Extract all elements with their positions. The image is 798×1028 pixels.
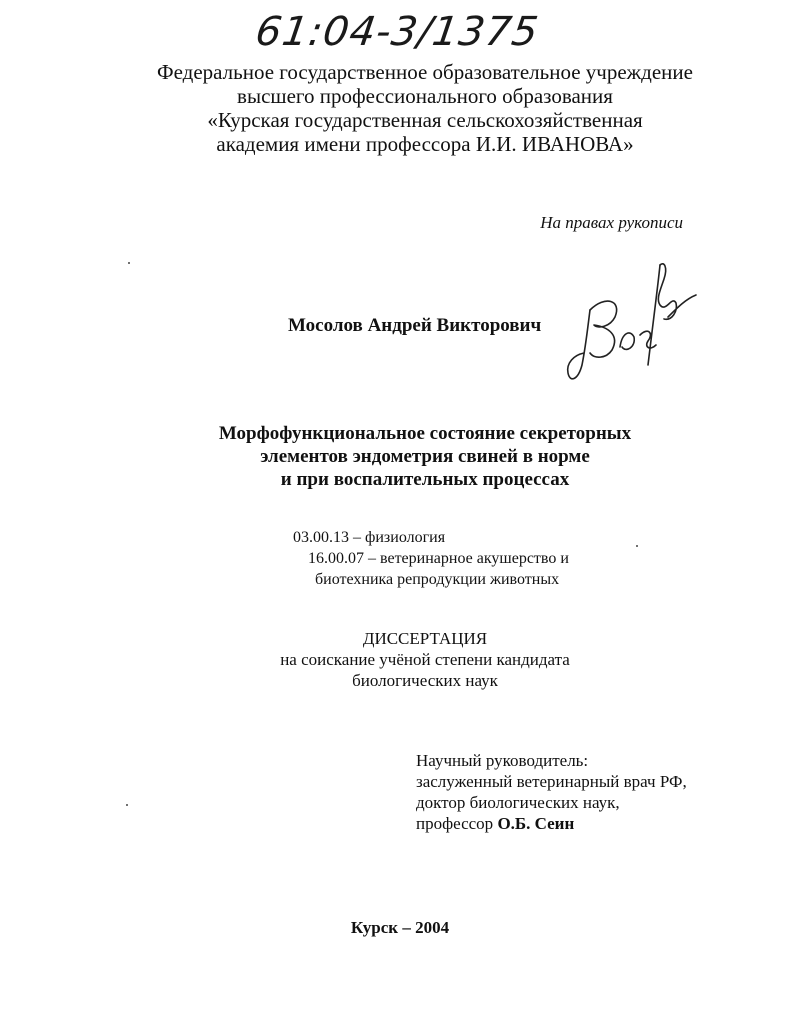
- supervisor-label: Научный руководитель:: [416, 751, 589, 770]
- handwritten-signature-icon: [560, 255, 700, 390]
- title-line-3: и при воспалительных процессах: [280, 469, 570, 490]
- dissertation-title: [120, 422, 730, 491]
- supervisor-line-3: [416, 813, 776, 834]
- title-line-2: элементов эндометрия свиней в норме: [260, 446, 590, 467]
- catalog-number: 61:04-3/1375: [252, 9, 542, 55]
- author-name: Мосолов Андрей Викторович: [288, 315, 542, 336]
- thesis-line-2: биологических наук: [352, 671, 498, 690]
- supervisor-title-prefix: профессор: [416, 814, 494, 833]
- specialty-line-3: биотехника репродукции животных: [315, 571, 560, 588]
- specialty-line-1: 03.00.13 – физиология: [293, 529, 446, 546]
- title-line-1: Морфофункциональное состояние секреторных: [218, 423, 632, 444]
- specialty-line-2: 16.00.07 – ветеринарное акушерство и: [308, 550, 569, 567]
- manuscript-note: На правах рукописи: [540, 213, 683, 232]
- scan-speck: [126, 804, 128, 806]
- supervisor-name: О.Б. Сеин: [497, 814, 575, 833]
- institution-line-3: «Курская государственная сельскохозяйственная: [207, 108, 643, 132]
- thesis-line-1: на соискание учёной степени кандидата: [280, 650, 570, 669]
- specialty-codes: [293, 527, 713, 590]
- supervisor-line-2: доктор биологических наук,: [416, 793, 620, 812]
- institution-header: [100, 60, 750, 156]
- institution-line-1: Федеральное государственное образовательное учреждение: [157, 60, 693, 84]
- degree-statement: [230, 628, 620, 691]
- institution-line-2: высшего профессионального образования: [237, 84, 613, 108]
- thesis-heading: ДИССЕРТАЦИЯ: [362, 629, 488, 648]
- city-year: Курск – 2004: [350, 918, 450, 937]
- supervisor-line-1: заслуженный ветеринарный врач РФ,: [416, 772, 687, 791]
- supervisor-block: [416, 750, 776, 834]
- scan-speck: [636, 545, 638, 547]
- institution-line-4: академия имени профессора И.И. ИВАНОВА»: [216, 132, 634, 156]
- scan-speck: [128, 262, 130, 264]
